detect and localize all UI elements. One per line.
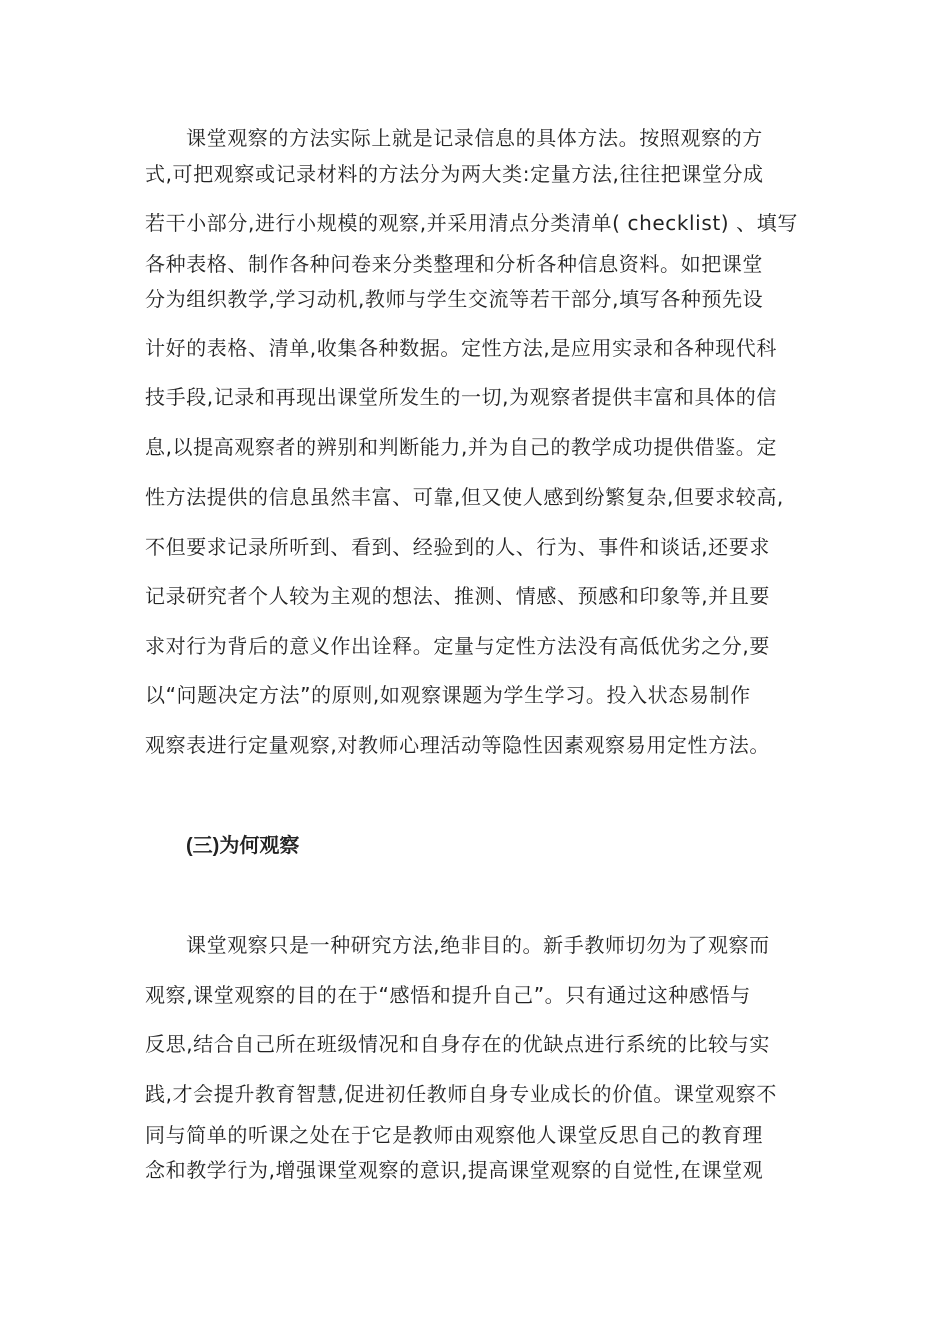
paragraph-line: 技手段,记录和再现出课堂所发生的一切,为观察者提供丰富和具体的信 — [145, 385, 777, 409]
paragraph-line: 课堂观察只是一种研究方法,绝非目的。新手教师切勿为了观察而 — [186, 933, 770, 957]
paragraph-line: 息,以提高观察者的辨别和判断能力,并为自己的教学成功提供借鉴。定 — [145, 435, 777, 459]
paragraph-line: 践,才会提升教育智慧,促进初任教师自身专业成长的价值。课堂观察不 — [145, 1082, 777, 1106]
paragraph-line: 以“问题决定方法”的原则,如观察课题为学生学习。投入状态易制作 — [145, 683, 751, 707]
paragraph-line: 观察,课堂观察的目的在于“感悟和提升自己”。只有通过这种感悟与 — [145, 983, 751, 1007]
paragraph-line: 念和教学行为,增强课堂观察的意识,提高课堂观察的自觉性,在课堂观 — [145, 1158, 764, 1182]
paragraph-line: 记录研究者个人较为主观的想法、推测、情感、预感和印象等,并且要 — [145, 584, 770, 608]
paragraph-line: 课堂观察的方法实际上就是记录信息的具体方法。按照观察的方 — [186, 126, 763, 150]
paragraph-line: 反思,结合自己所在班级情况和自身存在的优缺点进行系统的比较与实 — [145, 1032, 770, 1056]
paragraph-line: 观察表进行定量观察,对教师心理活动等隐性因素观察易用定性方法。 — [145, 733, 770, 757]
section-heading: (三)为何观察 — [186, 835, 300, 857]
paragraph-line: 式,可把观察或记录材料的方法分为两大类:定量方法,往往把课堂分成 — [145, 162, 764, 186]
paragraph-line: 同与简单的听课之处在于它是教师由观察他人课堂反思自己的教育理 — [145, 1123, 763, 1147]
paragraph-line: 分为组织教学,学习动机,教师与学生交流等若干部分,填写各种预先设 — [145, 287, 764, 311]
paragraph-line: 若干小部分,进行小规模的观察,并采用清点分类清单( checklist) 、填写 — [145, 211, 798, 235]
paragraph-line: 各种表格、制作各种问卷来分类整理和分析各种信息资料。如把课堂 — [145, 252, 763, 276]
paragraph-line: 不但要求记录所听到、看到、经验到的人、行为、事件和谈话,还要求 — [145, 535, 770, 559]
paragraph-line: 计好的表格、清单,收集各种数据。定性方法,是应用实录和各种现代科 — [145, 336, 777, 360]
paragraph-line: 性方法提供的信息虽然丰富、可靠,但又使人感到纷繁复杂,但要求较高, — [145, 485, 784, 509]
paragraph-line: 求对行为背后的意义作出诠释。定量与定性方法没有高低优劣之分,要 — [145, 634, 770, 658]
